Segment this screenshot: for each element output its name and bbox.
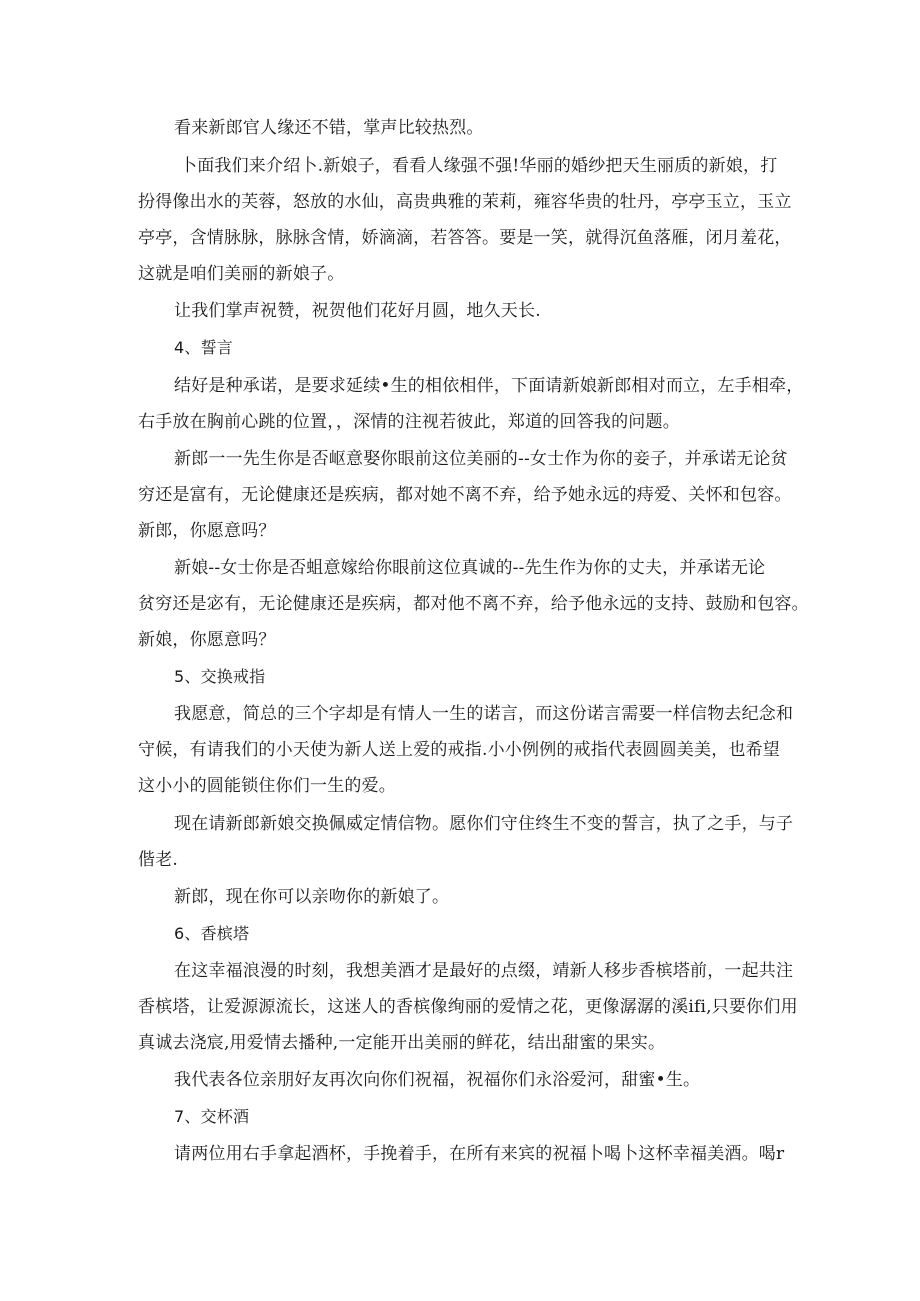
paragraph-line: 偕老. — [138, 850, 179, 870]
paragraph-line: 让我们掌声祝赞，祝贺他们花好月圆，地久天长. — [174, 301, 541, 321]
paragraph-line: 新娘--女士你是否蛆意嫁给你眼前这位真诚的--先生作为你的丈夫，并承诺无论 — [174, 558, 766, 578]
paragraph-line: 右手放在胸前心跳的位置，，深情的注视若彼此，郑道的回答我的问题。 — [138, 412, 680, 432]
paragraph-line: 看来新郎官人缘还不错，掌声比较热烈。 — [174, 118, 484, 138]
paragraph-line: 请两位用右手拿起酒杯，手挽着手，在所有来宾的祝福卜喝卜这杯幸福美酒。喝r — [174, 1144, 785, 1164]
paragraph-line: 贫穷还是宓有，无论健康还是疾病，都对他不离不弃，给予他永远的支持、鼓励和包容。 — [138, 594, 809, 614]
paragraph-line: 新郎，你愿意吗？ — [138, 521, 276, 541]
paragraph-line: 新郎，现在你可以亲吻你的新娘了。 — [174, 887, 450, 907]
paragraph-line: 真诚去浇宸,用爱情去播种,一定能开出美丽的鲜花，结出甜蜜的果实。 — [138, 1033, 666, 1053]
paragraph-line: 穷还是富有，无论健康还是疾病，都对她不离不弃，给予她永远的痔爱、关怀和包容。 — [138, 485, 792, 505]
paragraph-line: 结好是种承诺，是要求延续•生的相依相伴，下面请新娘新郎相对而立，左手相牵， — [174, 376, 804, 396]
paragraph-line: 我代表各位亲朋好友再次向你们祝福，祝福你们永浴爱河，甜蜜•生。 — [174, 1070, 701, 1090]
paragraph-line: 现在请新郎新娘交换佩威定情信物。愿你们守住终生不变的誓言，执了之手，与子 — [174, 814, 794, 834]
paragraph-line: 在这幸福浪漫的时刻，我想美酒才是最好的点缀，靖新人移步香槟塔前，一起共注 — [174, 961, 794, 981]
paragraph-line: 亭亭，含情脉脉，脉脉含情，娇滴滴，若答答。要是一笑，就得沉鱼落雁，闭月羞花， — [138, 228, 792, 248]
paragraph-line: 守候，有请我们的小天使为新人送上爱的戒指.小小例例的戒指代表圆圆美美，也希望 — [138, 740, 781, 760]
paragraph-line: 这就是咱们美丽的新娘子。 — [138, 264, 345, 284]
section-heading: 4、誓言 — [174, 338, 233, 357]
paragraph-line: 扮得像出水的芙蓉，怒放的水仙，高贵典雅的茉莉，雍容华贵的牡丹，亭亭玉立，玉立 — [138, 192, 792, 212]
paragraph-line: 新郎一一先生你是否岖意娶你眼前这位美丽的--女士作为你的妾子，并承诺无论贫 — [174, 449, 788, 469]
paragraph-line: 这小小的圆能锁住你们一生的爱。 — [138, 776, 396, 796]
paragraph-line: 香槟塔，让爱源源流长，这迷人的香槟像绚丽的爱情之花，更像潺潺的溪ifi,只要你们用 — [138, 997, 798, 1017]
section-heading: 7、交杯酒 — [174, 1107, 250, 1126]
paragraph-line: 新娘，你愿意吗？ — [138, 630, 276, 650]
section-heading: 6、香槟塔 — [174, 924, 250, 943]
section-heading: 5、交换戒指 — [174, 667, 266, 686]
paragraph-line: 卜面我们来介绍卜.新娘子，看看人缘强不强!华丽的婚纱把天生丽质的新娘，打 — [180, 156, 778, 176]
paragraph-line: 我愿意，简总的三个字却是有情人一生的诺言，而这份诺言需要一样信物去纪念和 — [174, 704, 794, 724]
